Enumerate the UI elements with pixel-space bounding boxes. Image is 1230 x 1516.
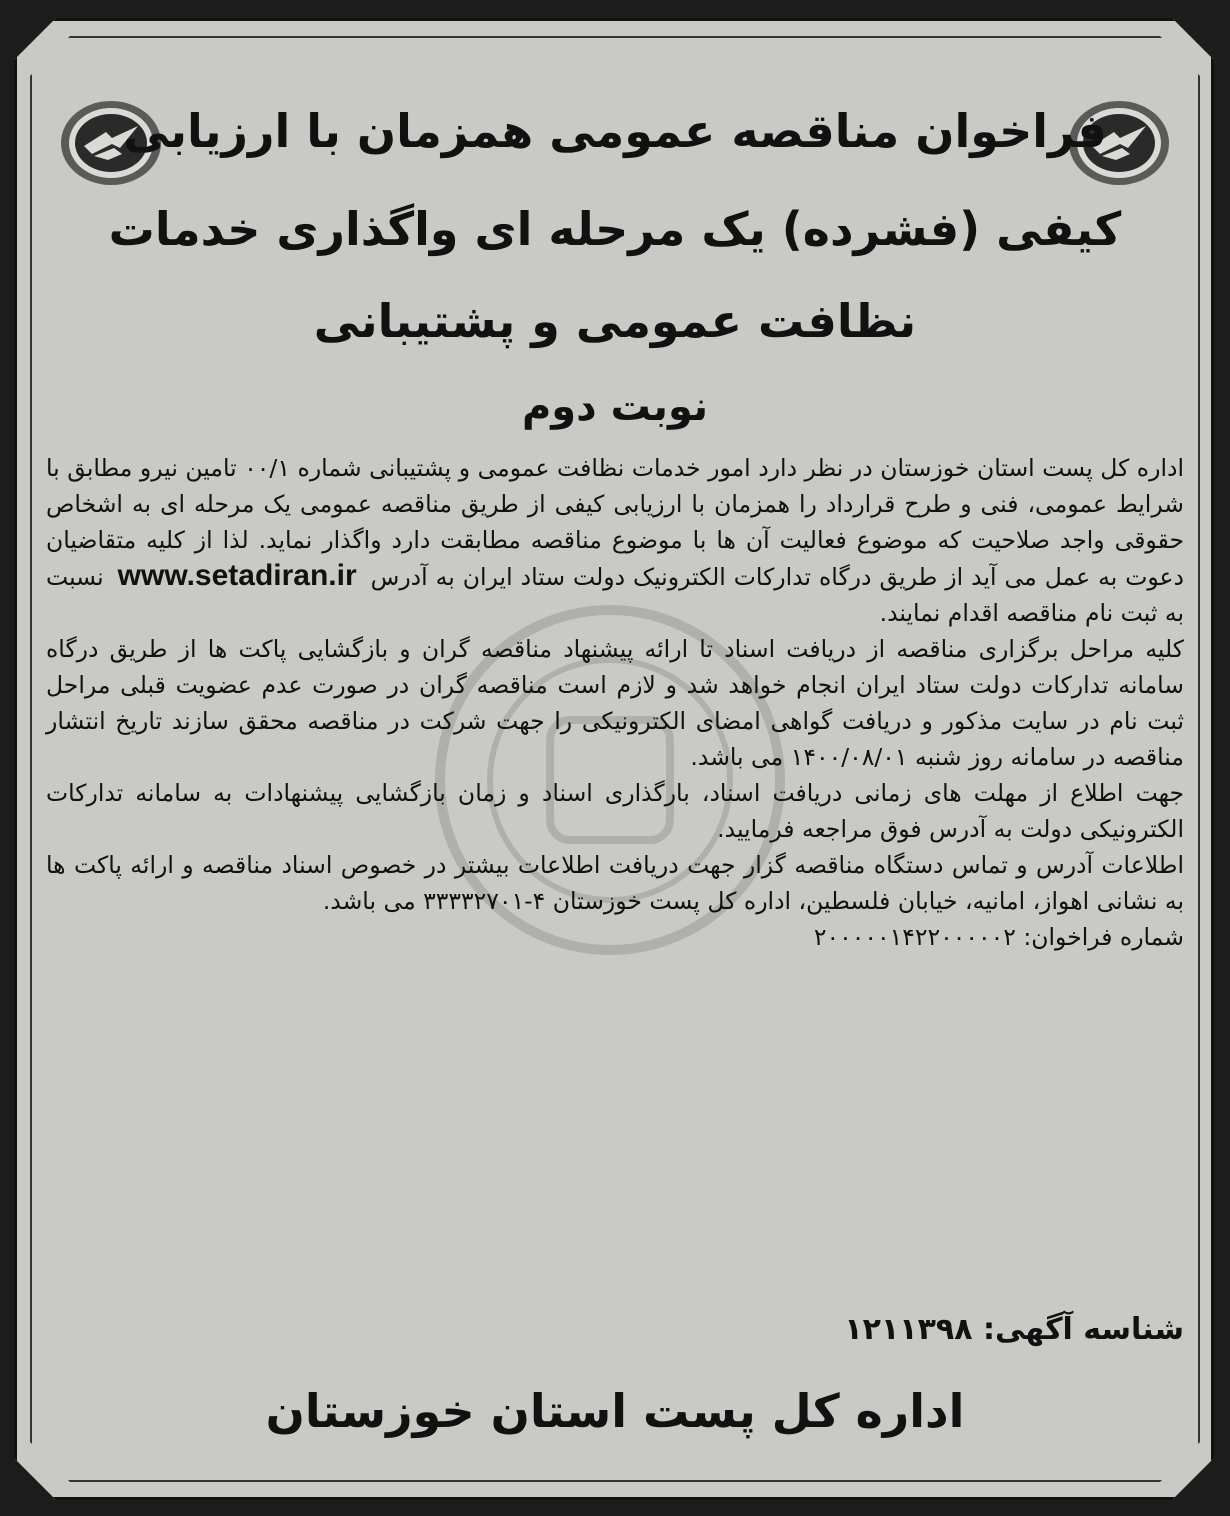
title-line-1: فراخوان مناقصه عمومی همزمان با ارزیابی <box>123 104 1107 158</box>
footer-organization: اداره کل پست استان خوزستان <box>265 1384 965 1438</box>
setadiran-link[interactable]: www.setadiran.ir <box>117 559 357 592</box>
body-paragraph-4: اطلاعات آدرس و تماس دستگاه مناقصه گزار جهت دریافت اطلاعات بیشتر در خصوص اسناد مناقصه و ارائه پاکت ها به نشانی اهواز، امانیه، خیابان فلسطین، اداره کل پست خوزستان ۴-۳۳۳۳۲۷۰۱ می باشد. <box>46 851 1184 915</box>
paragraph-1-text: اداره کل پست استان خوزستان در نظر دارد امور خدمات نظافت عمومی و پشتیبانی شماره ۰۰/۱ تامین نیرو مطابق با شرایط عمومی، فنی و طرح قرارداد را همزمان با ارزیابی کیفی از طریق مناقصه عمومی یک مرحله ای به اشخاص حقوقی واجد صلاحیت که موضوع فعالیت آن ها با موضوع مناقصه مطابقت دارد واگذار نماید. لذا از کلیه متقاضیان دعوت به عمل می آید از طریق درگاه تدارکات الکترونیک دولت ستاد ایران به آدرس <box>46 454 1184 591</box>
title-line-3: نظافت عمومی و پشتیبانی <box>313 294 917 348</box>
body-paragraph-2: کلیه مراحل برگزاری مناقصه از دریافت اسناد تا ارائه پیشنهاد مناقصه گران و بازگشایی پاکت ها از طریق درگاه سامانه تدارکات دولت ستاد ایران انجام خواهد شد و لازم است مناقصه گران در صورت عدم عضویت قبلی مراحل ثبت نام در سایت مذکور و دریافت گواهی امضای الکترونیکی را جهت شرکت در مناقصه محقق سازند تاریخ انتشار مناقصه در سامانه روز شنبه ۱۴۰۰/۰۸/۰۱ می باشد. <box>46 635 1184 771</box>
publication-round: نوبت دوم <box>521 384 709 430</box>
body-paragraph-3: جهت اطلاع از مهلت های زمانی دریافت اسناد، بارگذاری اسناد و زمان بازگشایی پیشنهادات به سامانه تدارکات الکترونیکی دولت به آدرس فوق مراجعه فرمایید. <box>46 779 1184 843</box>
paragraph-1-end: نسبت به ثبت نام مناقصه اقدام نمایند. <box>46 563 1184 627</box>
call-number: شماره فراخوان: ۲۰۰۰۰۰۱۴۲۲۰۰۰۰۰۲ <box>813 923 1184 951</box>
announcement-body <box>46 450 1184 955</box>
title-line-2: کیفی (فشرده) یک مرحله ای واگذاری خدمات <box>108 202 1122 256</box>
ad-identifier: شناسه آگهی: ۱۲۱۱۳۹۸ <box>844 1312 1184 1347</box>
body-paragraph-1 <box>46 450 1184 631</box>
